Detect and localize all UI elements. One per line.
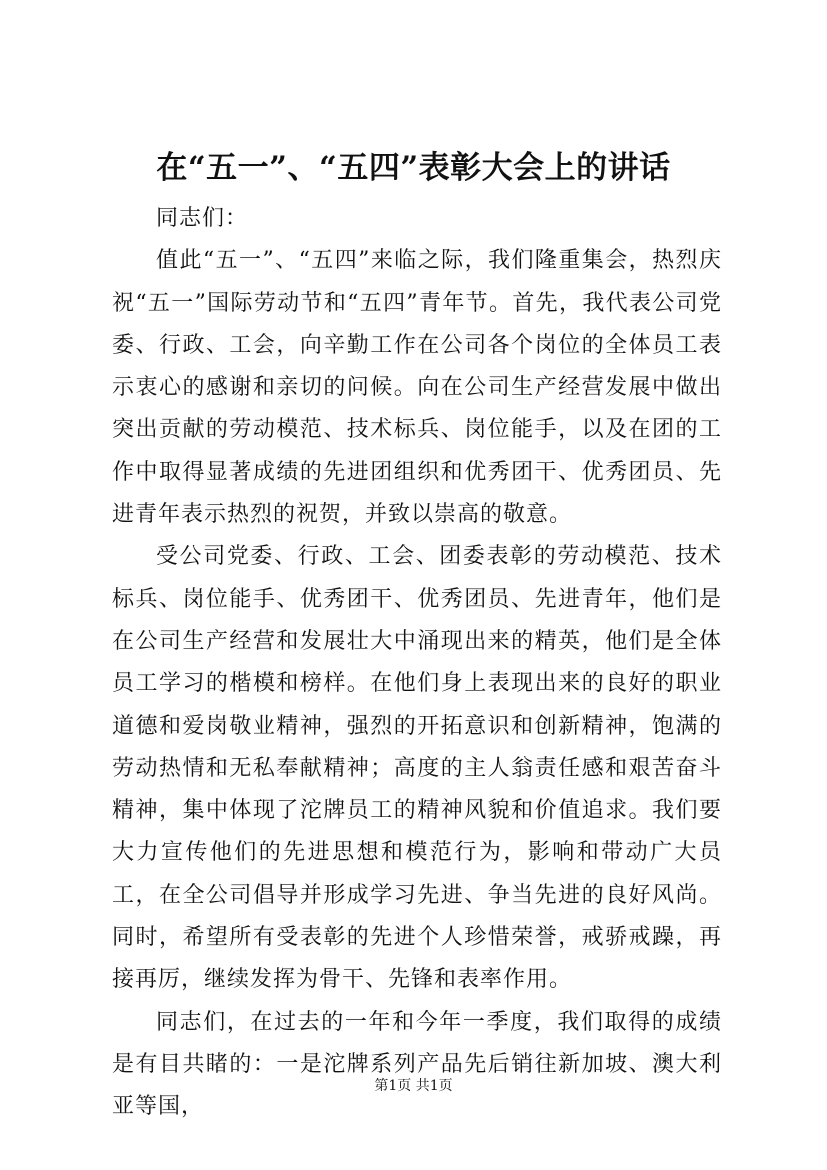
salutation: 同志们： — [156, 206, 249, 231]
document-title: 在“五一”、“五四”表彰大会上的讲话 — [156, 150, 671, 186]
document-body — [112, 198, 722, 1129]
page-footer: 第1页 共1页 — [374, 1078, 453, 1094]
paragraph-1: 值此“五一”、“五四”来临之际，我们隆重集会，热烈庆祝“五一”国际劳动节和“五四”青年节。首先，我代表公司党委、行政、工会，向辛勤工作在公司各个岗位的全体员工表示衷心的感谢和亲切的问候。向在公司生产经营发展中做出突出贡献的劳动模范、技术标兵、岗位能手，以及在团的工作中取得显著成绩的先进团组织和优秀团干、优秀团员、先进青年表示热烈的祝贺，并致以崇高的敬意。 — [112, 248, 722, 528]
paragraph-2: 受公司党委、行政、工会、团委表彰的劳动模范、技术标兵、岗位能手、优秀团干、优秀团员、先进青年，他们是在公司生产经营和发展壮大中涌现出来的精英，他们是全体员工学习的楷模和榜样。在他们身上表现出来的良好的职业道德和爱岗敬业精神，强烈的开拓意识和创新精神，饱满的劳动热情和无私奉献精神；高度的主人翁责任感和艰苦奋斗精神，集中体现了沱牌员工的精神风貌和价值追求。我们要大力宣传他们的先进思想和模范行为，影响和带动广大员工，在全公司倡导并形成学习先进、争当先进的良好风尚。同时，希望所有受表彰的先进个人珍惜荣誉，戒骄戒躁，再接再厉，继续发挥为骨干、先锋和表率作用。 — [112, 544, 722, 993]
paragraph-3: 同志们，在过去的一年和今年一季度，我们取得的成绩是有目共睹的：一是沱牌系列产品先后销往新加坡、澳大利亚等国， — [112, 1009, 722, 1120]
